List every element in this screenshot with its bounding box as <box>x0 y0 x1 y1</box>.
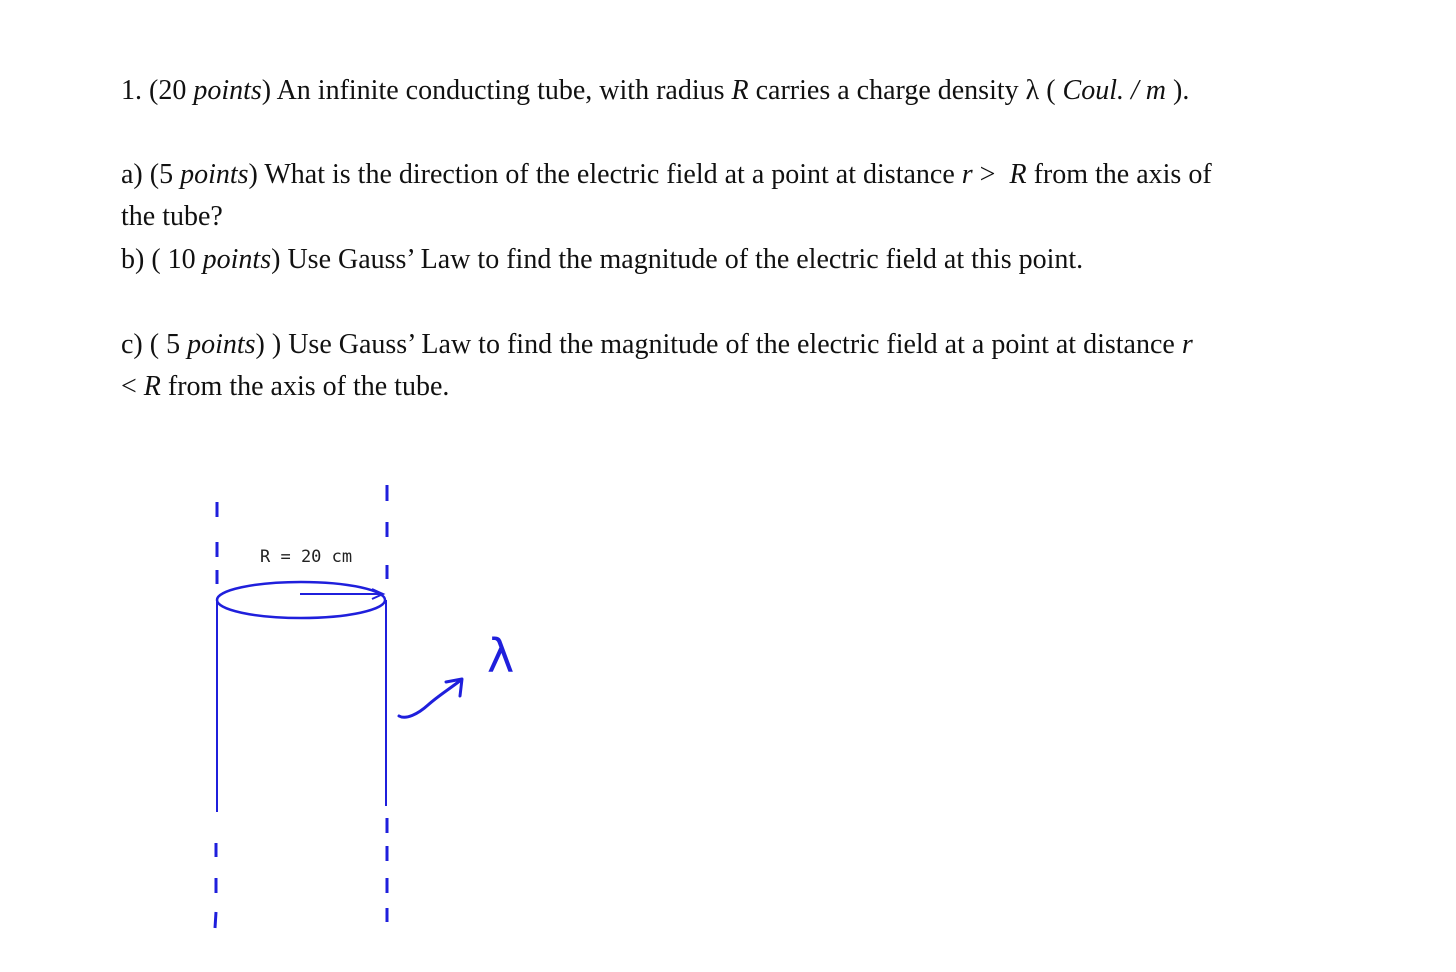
part-a-text-2: from the axis of <box>1033 159 1212 190</box>
radius-symbol: R <box>731 75 749 106</box>
part-c-points-word: points <box>187 329 256 360</box>
part-b-prefix: b) ( 10 <box>121 244 196 275</box>
part-c-R: R <box>143 371 161 402</box>
part-b-points-word: points <box>202 244 272 275</box>
lambda-label: λ <box>487 629 515 683</box>
part-b-text: ) Use Gauss’ Law to find the magnitude of the electric field at this point. <box>271 244 1084 275</box>
problem-number: 1. (20 <box>121 75 187 106</box>
paren-close: ). <box>1173 75 1190 106</box>
part-c-r: r <box>1181 329 1193 360</box>
intro-text: ) An infinite conducting tube, with radius <box>261 75 725 106</box>
units: Coul. / m <box>1062 75 1167 106</box>
part-c-line2-text: from the axis of the tube. <box>167 371 450 402</box>
lambda-symbol: λ <box>1025 75 1040 106</box>
part-a-points-word: points <box>180 159 249 190</box>
tube-top-ellipse <box>217 582 385 618</box>
part-c-lt: < <box>121 371 137 402</box>
points-word: points <box>193 75 262 106</box>
paren-open: ( <box>1046 75 1056 106</box>
part-c-text: ) ) Use Gauss’ Law to find the magnitude of the electric field at a point at distance <box>255 329 1175 360</box>
radius-label: R = 20 cm <box>260 547 353 567</box>
part-a-text: ) What is the direction of the electric field at a point at distance <box>248 159 955 190</box>
left-dash-bottom-3 <box>215 912 216 928</box>
part-a-line2-text: the tube? <box>121 201 223 232</box>
part-a-gt: > <box>979 159 996 190</box>
part-a-prefix: a) (5 <box>121 159 174 190</box>
lambda-pointer-arrow <box>399 680 461 717</box>
part-c-prefix: c) ( 5 <box>121 329 181 360</box>
intro-text-2: carries a charge density <box>755 75 1019 106</box>
part-a-R: R <box>1009 159 1027 190</box>
part-a-r: r <box>961 159 973 190</box>
